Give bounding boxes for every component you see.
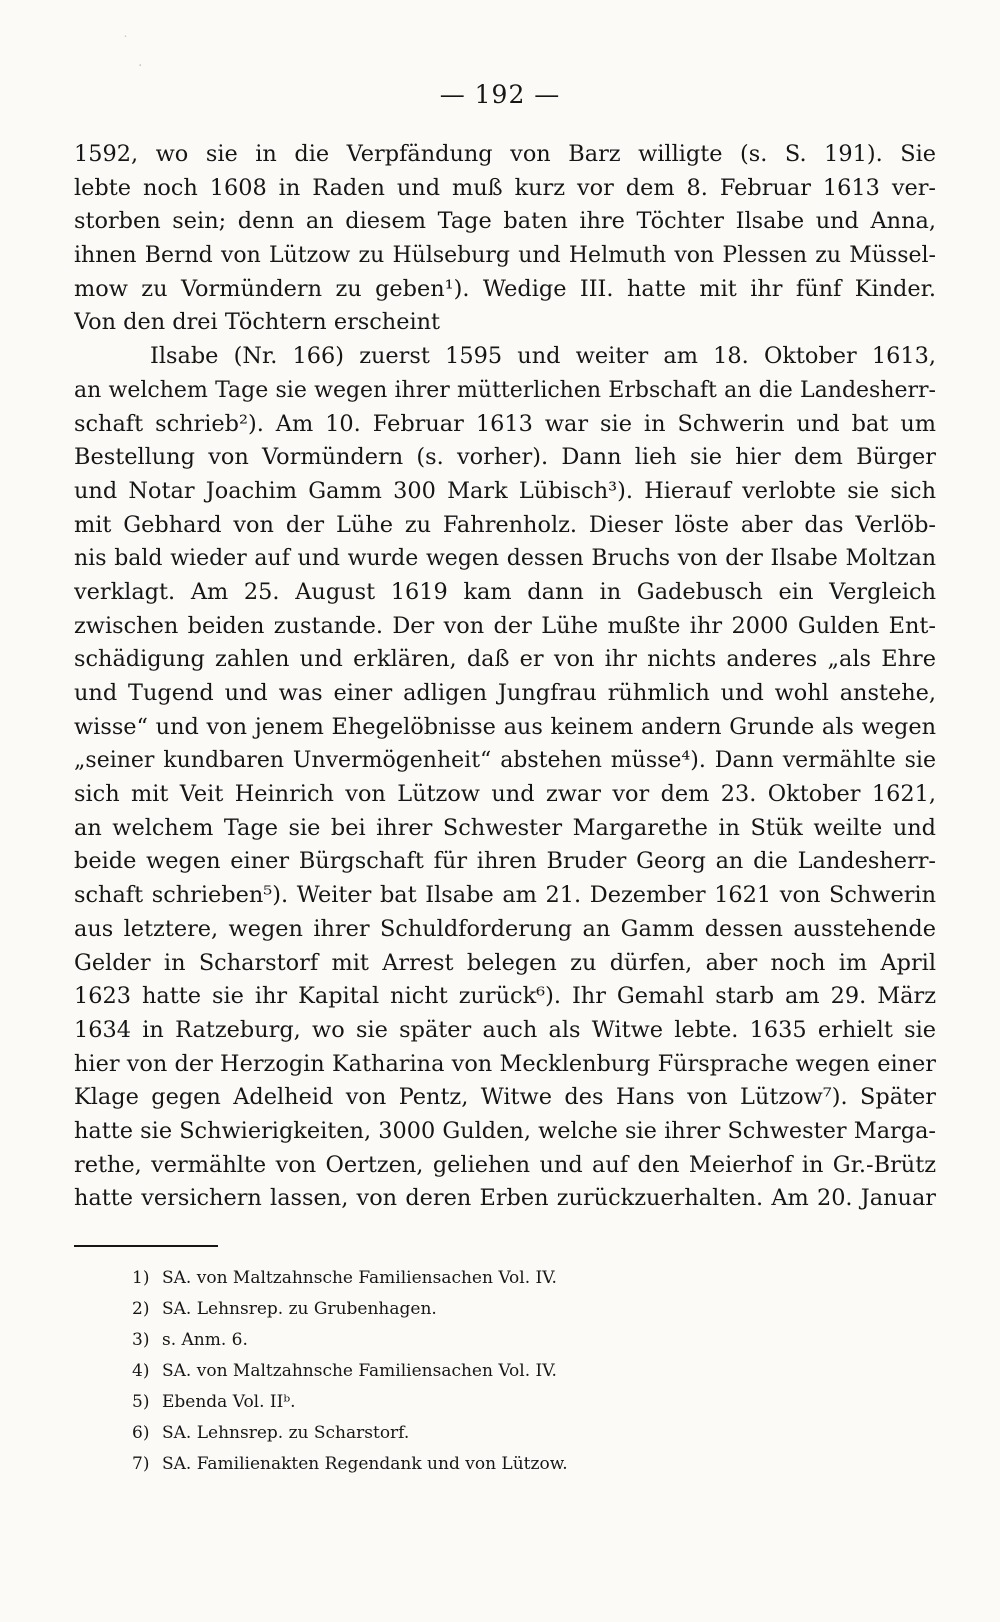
footnote-text: SA. Familienakten Regendank und von Lützow. [162,1454,568,1474]
body-paragraph [74,138,936,1216]
footnote-mark: 5) [132,1392,150,1412]
text-line: und Notar Joachim Gamm 300 Mark Lübisch³). Hierauf verlobte sie sich [74,477,936,504]
footnote-text: s. Anm. 6. [162,1330,248,1350]
text-line: storben sein; denn an diesem Tage baten ihre Töchter Ilsabe und Anna, [74,208,936,235]
text-line: hatte sie Schwierigkeiten, 3000 Gulden, welche sie ihrer Schwester Marga- [74,1117,936,1144]
text-line: nis bald wieder auf und wurde wegen dessen Bruchs von der Ilsabe Moltzan [74,546,936,572]
footnote [132,1325,932,1356]
text-line: hier von der Herzogin Katharina von Mecklenburg Fürsprache wegen einer [74,1050,936,1077]
footnote-text: SA. Lehnsrep. zu Scharstorf. [162,1423,410,1443]
footnote [132,1449,932,1480]
footnote-mark: 7) [132,1454,150,1474]
footnote-text: Ebenda Vol. IIᵇ. [162,1392,296,1412]
text-line: 1592, wo sie in die Verpfändung von Barz willigte (s. S. 191). Sie [74,141,936,167]
text-line: mow zu Vormündern zu geben¹). Wedige III. hatte mit ihr fünf Kinder. [74,275,936,302]
footnotes [132,1263,932,1480]
footnote [132,1294,932,1325]
text-line: aus letztere, wegen ihrer Schuldforderung an Gamm dessen ausstehende [74,915,936,942]
footnote-text: SA. von Maltzahnsche Familiensachen Vol. IV. [162,1361,557,1381]
text-line: sich mit Veit Heinrich von Lützow und zwar vor dem 23. Oktober 1621, [74,781,936,808]
text-line: beide wegen einer Bürgschaft für ihren Bruder Georg an die Landesherr- [74,848,936,875]
text-line: wisse“ und von jenem Ehegelöbnisse aus keinem andern Grunde als wegen [74,713,936,740]
text-line: ihnen Bernd von Lützow zu Hülseburg und Helmuth von Plessen zu Müssel- [74,243,936,269]
footnote [132,1263,932,1294]
text-line: schaft schrieben⁵). Weiter bat Ilsabe am 21. Dezember 1621 von Schwerin [74,882,936,909]
text-line: Ilsabe (Nr. 166) zuerst 1595 und weiter am 18. Oktober 1613, [150,343,936,370]
page-number: — 192 — [439,80,561,109]
text-line: Gelder in Scharstorf mit Arrest belegen zu dürfen, aber noch im April [74,949,936,976]
text-line: schädigung zahlen und erklären, daß er von ihr nichts anderes „als Ehre [74,646,936,673]
text-line: Klage gegen Adelheid von Pentz, Witwe des Hans von Lützow⁷). Später [74,1084,936,1111]
footnote-separator [74,1245,218,1247]
text-line: Von den drei Töchtern erscheint [74,309,441,336]
footnote-mark: 3) [132,1330,150,1350]
text-line: an welchem Tage sie wegen ihrer mütterlichen Erbschaft an die Landesherr- [74,377,936,403]
text-line: und Tugend und was einer adligen Jungfrau rühmlich und wohl anstehe, [74,680,936,706]
footnote [132,1387,932,1418]
footnote-mark: 4) [132,1361,150,1381]
text-line: 1634 in Ratzeburg, wo sie später auch als Witwe lebte. 1635 erhielt sie [74,1016,936,1043]
footnote [132,1418,932,1449]
footnote-text: SA. von Maltzahnsche Familiensachen Vol. IV. [162,1268,557,1288]
text-line: verklagt. Am 25. August 1619 kam dann in Gadebusch ein Vergleich [74,578,936,605]
text-line: mit Gebhard von der Lühe zu Fahrenholz. Dieser löste aber das Verlöb- [74,511,936,538]
footnote-mark: 6) [132,1423,150,1443]
footnote-mark: 1) [132,1268,150,1288]
text-line: hatte versichern lassen, von deren Erben zurückzuerhalten. Am 20. Januar [74,1185,936,1212]
text-line: zwischen beiden zustande. Der von der Lühe mußte ihr 2000 Gulden Ent- [74,612,936,639]
text-line: rethe, vermählte von Oertzen, geliehen und auf den Meierhof in Gr.-Brütz [74,1151,936,1178]
text-line: „seiner kundbaren Unvermögenheit“ abstehen müsse⁴). Dann vermählte sie [74,748,936,774]
footnote-text: SA. Lehnsrep. zu Grubenhagen. [162,1299,437,1319]
text-line: Bestellung von Vormündern (s. vorher). Dann lieh sie hier dem Bürger [74,444,936,471]
text-line: schaft schrieb²). Am 10. Februar 1613 war sie in Schwerin und bat um [74,410,936,437]
footnote-mark: 2) [132,1299,150,1319]
text-line: 1623 hatte sie ihr Kapital nicht zurück⁶). Ihr Gemahl starb am 29. März [74,983,936,1010]
text-line: lebte noch 1608 in Raden und muß kurz vor dem 8. Februar 1613 ver- [74,174,936,201]
text-line: an welchem Tage sie bei ihrer Schwester Margarethe in Stük weilte und [74,814,936,841]
paper-speck: ˙ [122,34,129,50]
paper-speck: · [138,58,143,74]
footnote [132,1356,932,1387]
